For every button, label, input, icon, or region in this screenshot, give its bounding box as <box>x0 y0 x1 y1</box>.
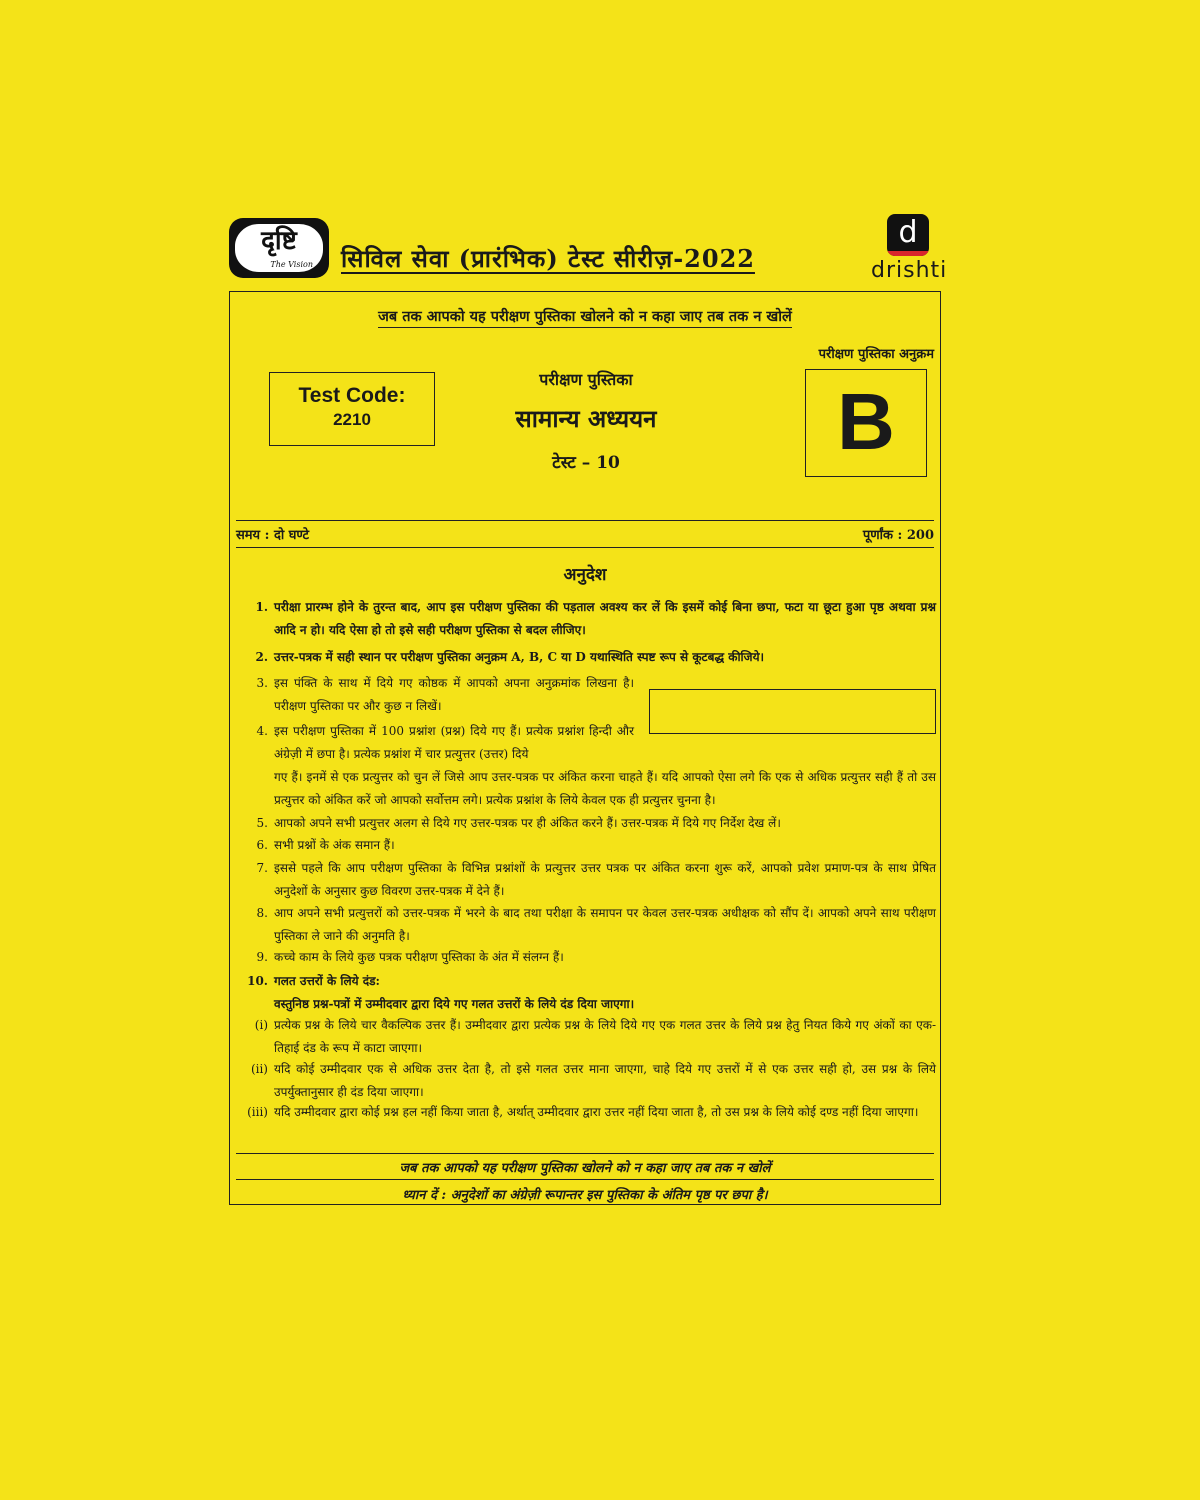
page-header <box>229 214 948 286</box>
instruction-item: 7. इससे पहले कि आप परीक्षण पुस्तिका के विभिन्न प्रश्नांशों के प्रत्युत्तर उत्तर पत्रक पर अंकित करना शुरू करें, आपको प्रवेश प्रमाण-पत्र के साथ प्रेषित अनुदेशों के अनुसार कुछ विवरण उत्तर-पत्रक में देने हैं। <box>256 861 936 898</box>
instruction-item: 2. उत्तर-पत्रक में सही स्थान पर परीक्षण पुस्तिका अनुक्रम A, B, C या D यथास्थिति स्पष्ट रूप से कूटबद्ध कीजिये। <box>255 650 765 664</box>
instruction-item: 4. इस परीक्षण पुस्तिका में 100 प्रश्नांश (प्रश्न) दिये गए हैं। प्रत्येक प्रश्नांश हिन्दी और अंग्रेज़ी में छपा है। प्रत्येक प्रश्नांश में चार प्रत्युत्तर (उत्तर) दिये <box>256 724 634 761</box>
drishti-app-icon <box>887 214 929 256</box>
brand-icon-glyph: d <box>898 215 918 250</box>
drishti-brand <box>871 214 948 284</box>
instruction-item: 10. गलत उत्तरों के लिये दंड: वस्तुनिष्ठ प्रश्न-पत्रों में उम्मीदवार द्वारा दिये गए गलत उत्तरों के लिये दंड दिया जाएगा। <box>247 974 635 1011</box>
instruction-subitem: (i) प्रत्येक प्रश्न के लिये चार वैकल्पिक उत्तर हैं। उम्मीदवार द्वारा प्रत्येक प्रश्न के लिये दिये गए एक गलत उत्तर के लिये प्रश्न हेतु नियत किये गए अंकों का एक-तिहाई दंड के रूप में काटा जाएगा। <box>254 1018 936 1055</box>
drishti-vision-logo <box>229 218 329 278</box>
top-warning: जब तक आपको यह परीक्षण पुस्तिका खोलने को न कहा जाए तब तक न खोलें <box>230 306 940 326</box>
instruction-item: 8. आप अपने सभी प्रत्युत्तरों को उत्तर-पत्रक में भरने के बाद तथा परीक्षा के समापन पर केवल उत्तर-पत्रक अधीक्षक को सौंप दें। आपको अपने साथ परीक्षण पुस्तिका ले जाने की अनुमति है। <box>256 906 936 943</box>
sequence-label: परीक्षण पुस्तिका अनुक्रम <box>818 347 934 362</box>
footer-warning: जब तक आपको यह परीक्षण पुस्तिका खोलने को न कहा जाए तब तक न खोलें <box>399 1161 771 1176</box>
divider <box>236 1179 934 1180</box>
instruction-item-continued: गए हैं। इनमें से एक प्रत्युत्तर को चुन लें जिसे आप उत्तर-पत्रक पर अंकित करना चाहते हैं। यदि आपको ऐसा लगे कि एक से अधिक प्रत्युत्तर सही हैं तो उस प्रत्युत्तर को अंकित करें जो आपको सर्वोत्तम लगे। प्रत्येक प्रश्नांश के लिये केवल एक ही प्रत्युत्तर चुनना है। <box>274 770 936 807</box>
series-title: सिविल सेवा (प्रारंभिक) टेस्ट सीरीज़-2022 <box>341 244 755 273</box>
divider <box>236 547 934 548</box>
time-label: समय : दो घण्टे <box>236 528 310 543</box>
subject-title: सामान्य अध्ययन <box>515 404 657 433</box>
instruction-item: 6. सभी प्रश्नों के अंक समान हैं। <box>256 838 395 852</box>
test-code-value: 2210 <box>333 410 371 429</box>
instruction-item: 3. इस पंक्ति के साथ में दिये गए कोष्ठक में आपको अपना अनुक्रमांक लिखना है। परीक्षण पुस्तिका पर और कुछ न लिखें। <box>256 676 634 713</box>
booklet-label: परीक्षण पुस्तिका <box>539 370 633 389</box>
instruction-item: 5. आपको अपने सभी प्रत्युत्तर अलग से दिये गए उत्तर-पत्रक पर ही अंकित करने हैं। उत्तर-पत्रक में दिये गए निर्देश देख लें। <box>256 816 781 830</box>
footer-note: ध्यान दें : अनुदेशों का अंग्रेज़ी रूपान्तर इस पुस्तिका के अंतिम पृष्ठ पर छपा है। <box>402 1188 768 1203</box>
brand-name: drishti <box>871 258 948 283</box>
series-letter-box: B <box>805 369 927 477</box>
roll-number-box[interactable] <box>649 689 936 734</box>
instruction-subitem: (ii) यदि कोई उम्मीदवार एक से अधिक उत्तर देता है, तो इसे गलत उत्तर माना जाएगा, चाहे दिये गए उत्तरों में से एक उत्तर सही हो, उस प्रश्न के लिये उपर्युक्तानुसार ही दंड दिया जाएगा। <box>250 1062 936 1099</box>
test-code-label: Test Code: <box>298 384 406 407</box>
logo-subtext: The Vision <box>270 260 313 269</box>
instruction-item: 9. कच्चे काम के लिये कुछ पत्रक परीक्षण पुस्तिका के अंत में संलग्न हैं। <box>256 950 564 964</box>
instruction-item: 1. परीक्षा प्रारम्भ होने के तुरन्त बाद, आप इस परीक्षण पुस्तिका की पड़ताल अवश्य कर लें कि इसमें कोई बिना छपा, फटा या छूटा हुआ पृष्ठ अथवा प्रश्न आदि न हो। यदि ऐसा हो तो इसे सही परीक्षण पुस्तिका से बदल लीजिए। <box>255 600 936 637</box>
divider <box>236 1153 934 1154</box>
test-code-box <box>269 372 435 446</box>
divider <box>236 520 934 521</box>
test-number: टेस्ट – 10 <box>552 453 620 473</box>
instructions-heading: अनुदेश <box>563 565 607 585</box>
logo-text: दृष्टि <box>261 226 297 256</box>
instruction-subitem: (iii) यदि उम्मीदवार द्वारा कोई प्रश्न हल नहीं किया जाता है, अर्थात् उम्मीदवार द्वारा उत्तर नहीं दिया जाता है, तो उस प्रश्न के लिये कोई दण्ड नहीं दिया जाएगा। <box>247 1105 919 1119</box>
meta-row <box>236 525 934 543</box>
marks-label: पूर्णांक : 200 <box>862 528 934 543</box>
booklet-cover <box>229 291 941 1205</box>
